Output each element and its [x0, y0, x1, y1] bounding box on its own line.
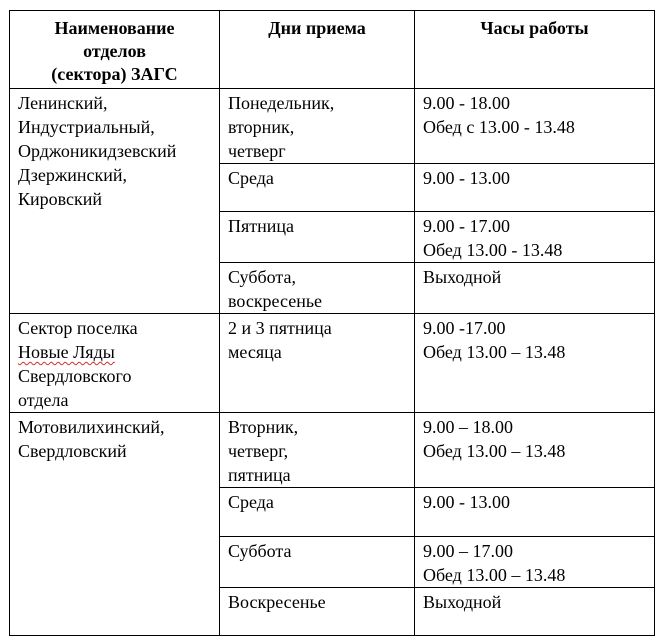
- hours-cell: 9.00 - 13.00: [415, 164, 655, 212]
- table-row: [10, 413, 655, 488]
- days-cell: Пятница: [220, 212, 415, 263]
- days-cell: Среда: [220, 488, 415, 537]
- header-department-line: (сектора) ЗАГС: [51, 64, 178, 84]
- hours-cell: 9.00 - 18.00 Обед с 13.00 - 13.48: [415, 89, 655, 164]
- department-cell-leninsky: Ленинский, Индустриальный, Орджоникидзевский Дзержинский, Кировский: [10, 89, 220, 314]
- header-department-line: Наименование: [54, 18, 175, 38]
- table-header-row: [10, 11, 655, 89]
- hours-cell: 9.00 - 17.00 Обед 13.00 - 13.48: [415, 212, 655, 263]
- spellcheck-underlined-text: Новые Ляды: [18, 342, 115, 362]
- header-department-line: отделов: [83, 41, 146, 61]
- hours-cell: 9.00 – 17.00 Обед 13.00 – 13.48: [415, 537, 655, 588]
- table-row: [10, 89, 655, 164]
- header-hours: Часы работы: [415, 11, 655, 89]
- hours-cell: 9.00 – 18.00 Обед 13.00 – 13.48: [415, 413, 655, 488]
- days-cell: Суббота, воскресенье: [220, 263, 415, 314]
- days-cell: Воскресенье: [220, 588, 415, 636]
- header-department: [10, 11, 220, 89]
- hours-cell: Выходной: [415, 263, 655, 314]
- hours-cell: Выходной: [415, 588, 655, 636]
- days-cell: Суббота: [220, 537, 415, 588]
- days-cell: Среда: [220, 164, 415, 212]
- registry-office-schedule-table: [9, 10, 655, 636]
- hours-cell: 9.00 -17.00 Обед 13.00 – 13.48: [415, 314, 655, 413]
- department-cell-novye-lyady: Сектор поселка Новые Ляды Свердловского отдела: [10, 314, 220, 413]
- days-cell: Вторник, четверг, пятница: [220, 413, 415, 488]
- days-cell: 2 и 3 пятница месяца: [220, 314, 415, 413]
- hours-cell: 9.00 - 13.00: [415, 488, 655, 537]
- header-days: Дни приема: [220, 11, 415, 89]
- department-cell-motovilikhinsky: Мотовилихинский, Свердловский: [10, 413, 220, 636]
- days-cell: Понедельник, вторник, четверг: [220, 89, 415, 164]
- table-row: [10, 314, 655, 413]
